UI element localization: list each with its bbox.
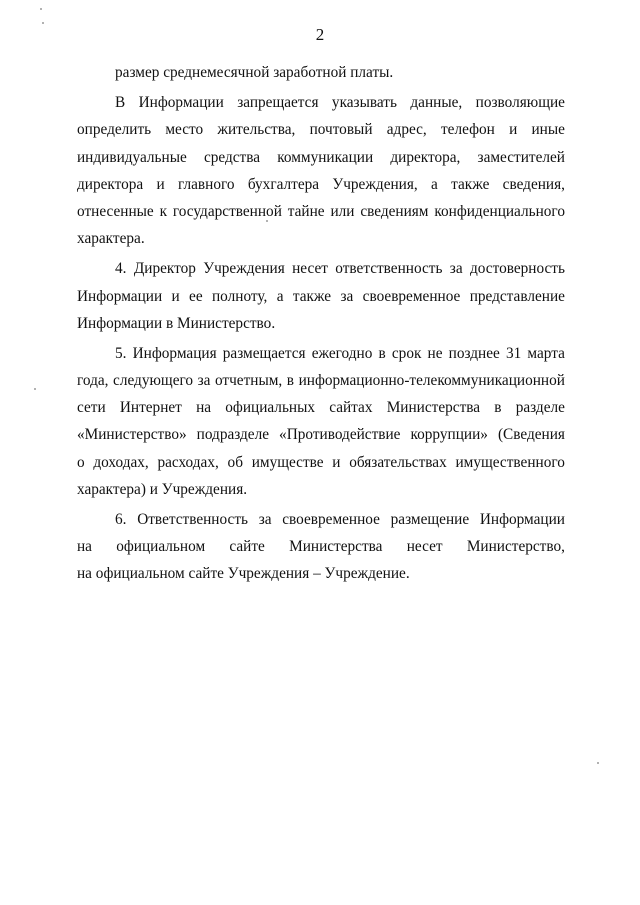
word: Информация xyxy=(132,344,217,362)
word: обязательствах xyxy=(349,453,447,471)
scan-speck xyxy=(40,8,42,10)
word: а xyxy=(431,175,438,193)
word: своевременное xyxy=(282,511,380,528)
word: расходах, xyxy=(157,453,219,471)
word: заместителей xyxy=(477,148,565,166)
word: доходах, xyxy=(93,453,149,471)
word: срок xyxy=(391,344,422,362)
text-line xyxy=(77,506,565,533)
word: адрес, xyxy=(386,121,427,139)
scan-speck xyxy=(597,762,599,764)
text-line xyxy=(77,89,565,116)
word: сайтах xyxy=(329,399,373,417)
text-line xyxy=(77,255,565,282)
text-line xyxy=(77,283,565,310)
word: данные, xyxy=(410,94,463,112)
word: несет xyxy=(406,538,443,556)
text-line xyxy=(77,394,565,421)
word: позволяющие xyxy=(475,94,565,112)
word: место xyxy=(165,121,204,139)
word: к xyxy=(159,202,167,220)
word: за xyxy=(340,287,354,305)
text-line: размер среднемесячной заработной платы. xyxy=(115,64,394,81)
word: Информации xyxy=(77,287,163,305)
text-line: Информации в Министерство. xyxy=(77,314,276,332)
word: директора, xyxy=(390,148,461,166)
paragraph-item-6 xyxy=(77,506,565,588)
word: сведения, xyxy=(502,175,565,193)
word: в xyxy=(494,399,502,417)
word: тайне xyxy=(287,202,325,220)
word: Учреждения xyxy=(203,260,285,278)
word: иные xyxy=(531,121,565,139)
word: полноту, xyxy=(212,287,268,305)
word: сети xyxy=(77,399,106,417)
word: а xyxy=(276,287,284,305)
word: определить xyxy=(77,121,152,139)
word: на xyxy=(196,399,212,417)
word: государственной xyxy=(172,202,282,220)
word: также xyxy=(451,175,490,193)
word: Министерства xyxy=(386,399,481,417)
word: бухгалтера xyxy=(247,175,320,193)
word: также xyxy=(292,287,332,305)
word: ее xyxy=(189,287,203,305)
word: сайте xyxy=(229,538,265,556)
text-line xyxy=(77,533,565,560)
text-line: характера. xyxy=(77,230,145,248)
word: В xyxy=(115,94,126,112)
text-line xyxy=(77,116,565,143)
word: директора xyxy=(77,175,144,193)
word: Министерства xyxy=(289,538,383,556)
word: года, xyxy=(77,372,109,390)
word: конфиденциального xyxy=(434,202,565,220)
word: имуществе xyxy=(251,453,324,471)
word: (Сведения xyxy=(497,426,565,444)
word: «Министерство» xyxy=(77,426,187,444)
word: в xyxy=(378,344,386,362)
word: разделе xyxy=(515,399,565,417)
word: за xyxy=(449,260,463,278)
word: об xyxy=(227,453,243,471)
text-line xyxy=(77,198,565,225)
word: размещается xyxy=(222,344,306,362)
word: официальных xyxy=(225,399,316,417)
word: марта xyxy=(527,344,565,362)
word: отчетным, xyxy=(214,372,283,390)
word: почтовый xyxy=(309,121,373,139)
word: телефон xyxy=(441,121,495,139)
paragraph-item-5 xyxy=(77,340,565,503)
page-number: 2 xyxy=(315,25,325,44)
word: средства xyxy=(203,148,261,166)
paragraph-continuation xyxy=(77,59,565,86)
word: не xyxy=(427,344,443,362)
word: ответственность xyxy=(335,260,443,278)
word: информационно-телекоммуникационной xyxy=(298,372,565,390)
word: и xyxy=(171,287,180,305)
text-line xyxy=(77,421,565,448)
word: индивидуальные xyxy=(77,148,187,166)
word: официальном xyxy=(116,538,206,556)
text-line xyxy=(77,144,565,171)
text-line xyxy=(77,449,565,476)
word: Интернет xyxy=(119,399,182,417)
document-body xyxy=(77,59,565,588)
word: и xyxy=(156,175,165,193)
word: размещение xyxy=(390,511,470,528)
word: и xyxy=(509,121,518,139)
scan-speck xyxy=(266,220,268,222)
word: 31 xyxy=(505,344,522,362)
word: главного xyxy=(178,175,235,193)
word: и xyxy=(332,453,341,471)
word: на xyxy=(77,538,92,556)
word: запрещается xyxy=(237,94,319,112)
text-line xyxy=(77,171,565,198)
paragraph-information-restrictions xyxy=(77,89,565,252)
word: Министерство, xyxy=(466,538,565,556)
word: следующего xyxy=(113,372,194,390)
word: за xyxy=(258,511,272,528)
word: за xyxy=(197,372,211,390)
text-line: на официальном сайте Учреждения – Учреждение. xyxy=(77,565,410,583)
word: 4. xyxy=(115,260,127,278)
word: подразделе xyxy=(196,426,270,444)
scan-speck xyxy=(42,22,44,24)
word: коррупции» xyxy=(410,426,488,444)
text-line xyxy=(77,367,565,394)
word: Ответственность xyxy=(137,511,248,528)
word: ежегодно xyxy=(311,344,373,362)
word: отнесенные xyxy=(77,202,154,220)
scan-speck xyxy=(34,388,36,390)
word: имущественного xyxy=(455,453,565,471)
word: сведениям xyxy=(360,202,429,220)
text-line xyxy=(77,340,565,367)
word: Директор xyxy=(133,260,196,278)
text-line: характера) и Учреждения. xyxy=(77,480,248,498)
word: Информации xyxy=(479,511,565,528)
word: указывать xyxy=(331,94,397,112)
word: несет xyxy=(292,260,328,278)
paragraph-item-4 xyxy=(77,255,565,337)
word: «Противодействие xyxy=(279,426,401,444)
word: коммуникации xyxy=(277,148,374,166)
word: 6. xyxy=(115,511,127,528)
word: 5. xyxy=(115,344,127,362)
word: представление xyxy=(469,287,565,305)
word: жительства, xyxy=(217,121,296,139)
word: своевременное xyxy=(362,287,461,305)
word: Учреждения, xyxy=(332,175,418,193)
word: о xyxy=(77,453,85,471)
word: Информации xyxy=(138,94,224,112)
word: или xyxy=(330,202,355,220)
word: в xyxy=(286,372,295,390)
word: достоверность xyxy=(469,260,565,278)
word: позднее xyxy=(448,344,500,362)
